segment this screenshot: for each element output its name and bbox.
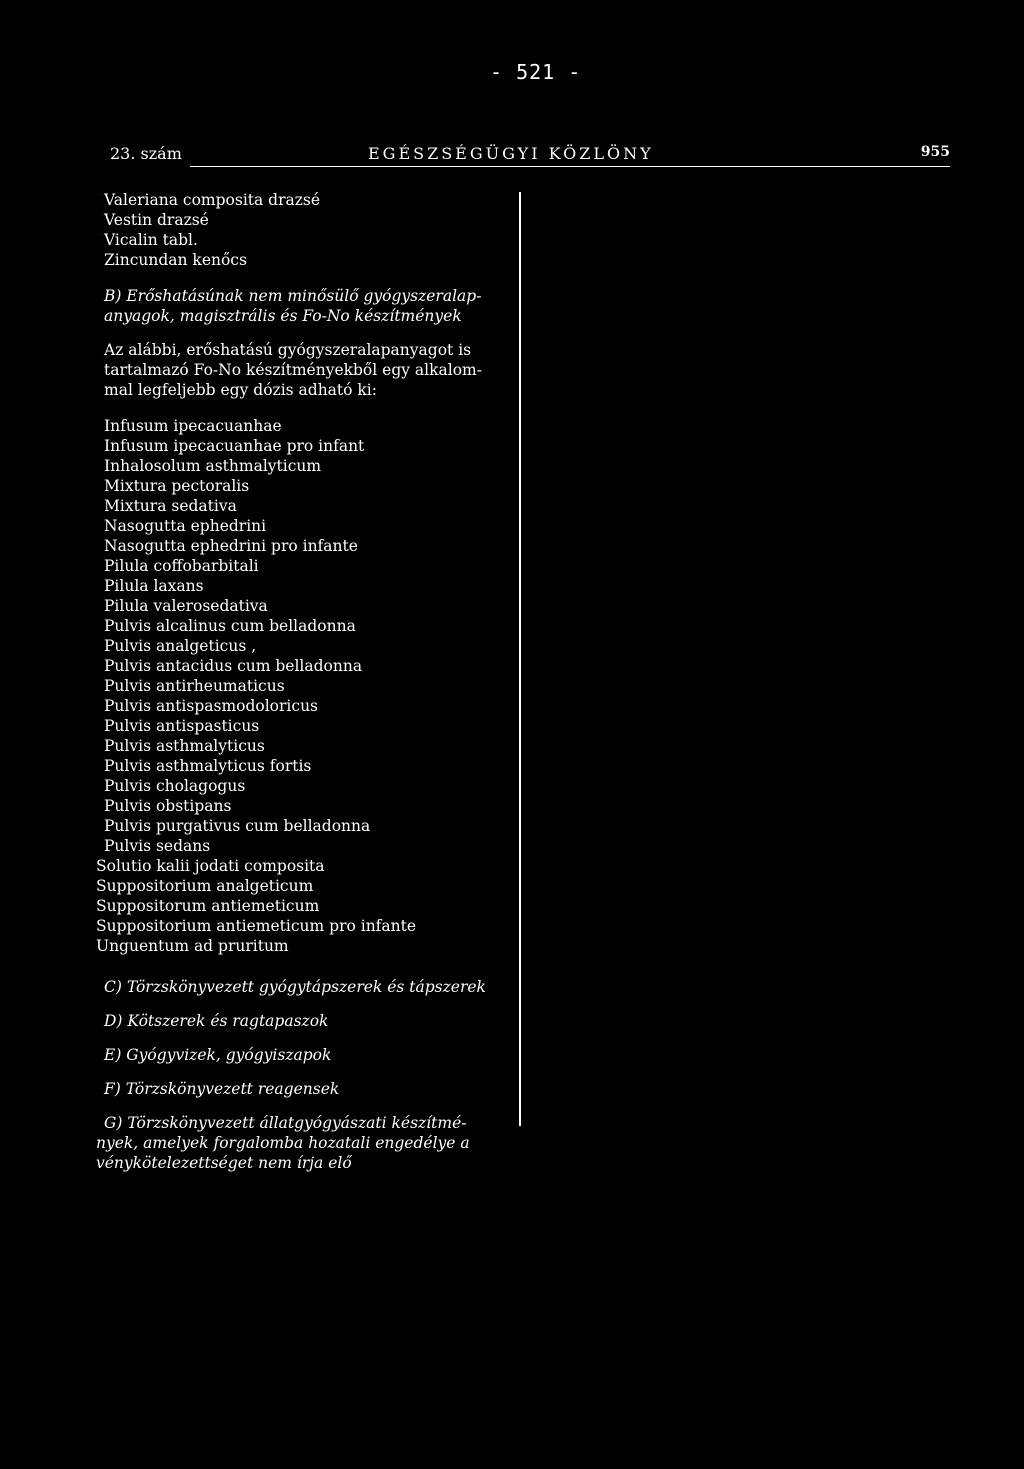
list-item: Unguentum ad pruritum	[96, 937, 289, 955]
list-item: Nasogutta ephedrini pro infante	[104, 537, 358, 555]
list-item: Vicalin tabl.	[104, 231, 198, 249]
list-item: Valeriana composita drazsé	[104, 191, 321, 209]
list-item: Mixtura pectoralis	[104, 477, 250, 495]
top-item-list	[96, 190, 512, 270]
section-g-heading	[96, 1113, 512, 1173]
list-item: Pilula laxans	[104, 577, 204, 595]
list-item: Suppositorum antiemeticum	[96, 897, 320, 915]
list-item: Pulvis alcalinus cum belladonna	[104, 617, 356, 635]
section-e-heading: E) Gyógyvizek, gyógyiszapok	[104, 1046, 332, 1064]
list-item: Vestin drazsé	[104, 211, 209, 229]
section-b-heading	[96, 286, 512, 326]
preparation-list-continued	[96, 856, 512, 956]
paragraph-line: tartalmazó Fo-No készítményekből egy alkalom-	[104, 361, 482, 379]
list-item: Pulvis analgeticus ,	[104, 637, 257, 655]
page-number: - 521 -	[490, 60, 582, 84]
list-item: Pulvis asthmalyticus	[104, 737, 265, 755]
list-item: Solutio kalii jodati composita	[96, 857, 325, 875]
list-item: Pulvis purgativus cum belladonna	[104, 817, 371, 835]
list-item: Pulvis asthmalyticus fortis	[104, 757, 312, 775]
section-heading-line: B) Erőshatásúnak nem minősülő gyógyszeralap-	[104, 287, 482, 305]
section-heading-line: vénykötelezettséget nem írja elő	[96, 1154, 352, 1172]
paragraph-line: mal legfeljebb egy dózis adható ki:	[104, 381, 377, 399]
preparation-list	[96, 416, 512, 856]
list-item: Mixtura sedativa	[104, 497, 237, 515]
section-heading-line: anyagok, magisztrális és Fo-No készítmények	[104, 307, 462, 325]
list-item: Pulvis cholagogus	[104, 777, 246, 795]
section-heading-line: G) Törzskönyvezett állatgyógyászati készítmé-	[104, 1114, 467, 1132]
header-rule	[190, 166, 950, 167]
list-item: Pulvis antispasticus	[104, 717, 260, 735]
list-item: Infusum ipecacuanhae	[104, 417, 282, 435]
text-column	[96, 190, 512, 1187]
column-divider	[519, 192, 521, 1126]
paragraph-line: Az alábbi, erőshatású gyógyszeralapanyagot is	[104, 341, 472, 359]
journal-page-number: 955	[920, 144, 950, 160]
list-item: Pilula coffobarbitali	[104, 557, 259, 575]
section-heading-line: nyek, amelyek forgalomba hozatali engedélye a	[96, 1134, 470, 1152]
list-item: Pulvis obstipans	[104, 797, 232, 815]
lettered-sections	[96, 977, 512, 1173]
list-item: Infusum ipecacuanhae pro infant	[104, 437, 365, 455]
list-item: Nasogutta ephedrini	[104, 517, 267, 535]
section-c-heading: C) Törzskönyvezett gyógytápszerek és tápszerek	[104, 978, 486, 996]
list-item: Suppositorium analgeticum	[96, 877, 314, 895]
journal-title: EGÉSZSÉGÜGYI KÖZLÖNY	[368, 144, 654, 163]
list-item: Inhalosolum asthmalyticum	[104, 457, 322, 475]
intro-paragraph	[96, 340, 512, 400]
issue-number: 23. szám	[110, 144, 182, 163]
section-f-heading: F) Törzskönyvezett reagensek	[104, 1080, 340, 1098]
list-item: Zincundan kenőcs	[104, 251, 247, 269]
list-item: Pulvis antacidus cum belladonna	[104, 657, 363, 675]
running-header	[110, 144, 950, 170]
list-item: Pulvis sedans	[104, 837, 211, 855]
list-item: Pulvis antispasmodoloricus	[104, 697, 319, 715]
list-item: Suppositorium antiemeticum pro infante	[96, 917, 417, 935]
list-item: Pilula valerosedativa	[104, 597, 268, 615]
section-d-heading: D) Kötszerek és ragtapaszok	[104, 1012, 329, 1030]
list-item: Pulvis antirheumaticus	[104, 677, 285, 695]
